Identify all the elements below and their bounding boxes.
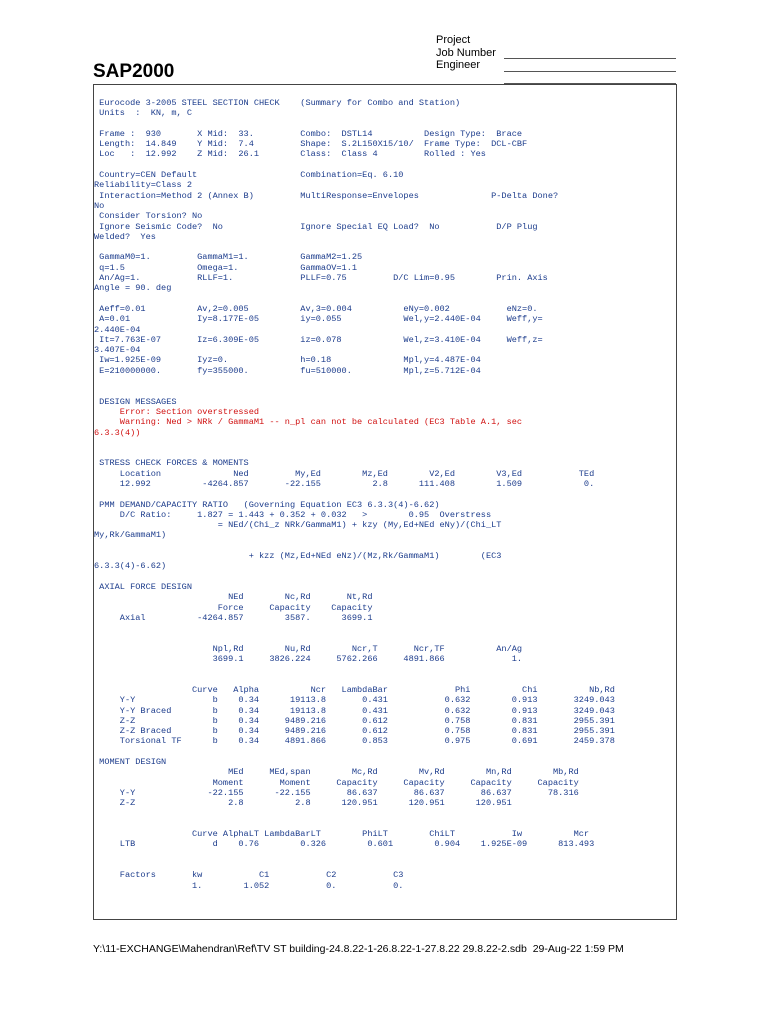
report-line: Location Ned My,Ed Mz,Ed V2,Ed V3,Ed TEd: [94, 468, 595, 479]
report-line: E=210000000. fy=355000. fu=510000. Mpl,z=5.712E-04: [94, 365, 481, 376]
report-line: Loc : 12.992 Z Mid: 26.1 Class: Class 4 Rolled : Yes: [94, 149, 486, 160]
report-line: Torsional TF b 0.34 4891.866 0.853 0.975 0.691 2459.378: [94, 736, 615, 747]
report-line: [94, 160, 678, 170]
report-line: + kzz (Mz,Ed+NEd eNz)/(Mz,Rk/GammaM1) (EC3: [94, 551, 502, 562]
report-line: [94, 572, 678, 582]
report-line: Angle = 90. deg: [94, 283, 172, 294]
report-line: [94, 808, 678, 818]
report-line: [94, 294, 678, 304]
report-line: 3699.1 3826.224 5762.266 4891.866 1.: [94, 654, 523, 665]
report-line: [94, 448, 678, 458]
warning-message: Warning: Ned > NRk / GammaM1 -- n_pl can not be calculated (EC3 Table A.1, sec: [94, 417, 523, 428]
report-line: Welded? Yes: [94, 231, 156, 242]
app-title: SAP2000: [93, 61, 175, 82]
report-line: [94, 819, 678, 829]
report-line: Reliability=Class 2: [94, 180, 192, 191]
report-line: Factors kw C1 C2 C3: [94, 870, 404, 881]
warning-message-cont: 6.3.3(4)): [94, 427, 141, 438]
job-number-label: Job Number: [436, 46, 496, 59]
header-fields: [436, 34, 676, 84]
report-line: [94, 850, 678, 860]
report-line: Frame : 930 X Mid: 33. Combo: DSTL14 Design Type: Brace: [94, 128, 523, 139]
steel-check-report: [94, 98, 678, 891]
engineer-label: Engineer: [436, 59, 481, 71]
report-line: Y-Y -22.155 -22.155 86.637 86.637 86.637 78.316: [94, 787, 579, 798]
report-line: 3.407E-04: [94, 345, 141, 356]
report-line: 1. 1.052 0. 0.: [94, 880, 404, 891]
report-line: [94, 376, 678, 386]
report-line: Units : KN, m, C: [94, 108, 192, 119]
moment-heading: MOMENT DESIGN: [94, 757, 167, 767]
report-line: Ignore Seismic Code? No Ignore Special EQ Load? No D/P Plug: [94, 221, 538, 232]
report-line: Curve AlphaLT LambdaBarLT PhiLT ChiLT Iw Mcr: [94, 829, 590, 840]
report-line: Z-Z Braced b 0.34 9489.216 0.612 0.758 0.831 2955.391: [94, 726, 615, 737]
report-line: [94, 675, 678, 685]
report-line: [94, 747, 678, 757]
axial-heading: AXIAL FORCE DESIGN: [94, 581, 192, 592]
report-line: [94, 242, 678, 252]
design-messages-heading: DESIGN MESSAGES: [94, 396, 177, 407]
report-line: [94, 860, 678, 870]
report-line: Interaction=Method 2 (Annex B) MultiResponse=Envelopes P-Delta Done?: [94, 190, 559, 201]
report-line: Consider Torsion? No: [94, 211, 203, 222]
report-line: Axial -4264.857 3587. 3699.1: [94, 612, 373, 623]
report-line: Moment Moment Capacity Capacity Capacity Capacity: [94, 777, 579, 788]
report-line: Country=CEN Default Combination=Eq. 6.10: [94, 170, 404, 181]
report-line: [94, 119, 678, 129]
report-line: Eurocode 3-2005 STEEL SECTION CHECK (Summary for Combo and Station): [94, 98, 461, 108]
report-line: 6.3.3(4)-6.62): [94, 561, 167, 572]
report-line: Y-Y Braced b 0.34 19113.8 0.431 0.632 0.913 3249.043: [94, 705, 615, 716]
report-line: [94, 541, 678, 551]
report-line: = NEd/(Chi_z NRk/GammaM1) + kzy (My,Ed+NEd eNy)/(Chi_LT: [94, 520, 502, 531]
report-line: q=1.5 Omega=1. GammaOV=1.1: [94, 262, 358, 273]
report-line: Z-Z b 0.34 9489.216 0.612 0.758 0.831 2955.391: [94, 715, 615, 726]
report-line: 2.440E-04: [94, 324, 141, 335]
engineer-underline-row: [436, 72, 676, 85]
report-line: [94, 633, 678, 643]
report-line: LTB d 0.76 0.326 0.601 0.904 1.925E-09 813.493: [94, 839, 595, 850]
pmm-heading: PMM DEMAND/CAPACITY RATIO (Governing Equation EC3 6.3.3(4)-6.62): [94, 499, 440, 510]
report-line: My,Rk/GammaM1): [94, 530, 167, 541]
report-line: [94, 386, 678, 396]
report-line: Aeff=0.01 Av,2=0.005 Av,3=0.004 eNy=0.002 eNz=0.: [94, 303, 538, 314]
report-line: Npl,Rd Nu,Rd Ncr,T Ncr,TF An/Ag: [94, 643, 523, 654]
stress-check-heading: STRESS CHECK FORCES & MOMENTS: [94, 458, 249, 469]
report-line: [94, 438, 678, 448]
report-line: An/Ag=1. RLLF=1. PLLF=0.75 D/C Lim=0.95 Prin. Axis: [94, 273, 548, 284]
report-line: MEd MEd,span Mc,Rd Mv,Rd Mn,Rd Mb,Rd: [94, 767, 579, 778]
report-line: [94, 664, 678, 674]
report-line: [94, 623, 678, 633]
report-line: Iw=1.925E-09 Iyz=0. h=0.18 Mpl,y=4.487E-04: [94, 355, 481, 366]
report-line: [94, 489, 678, 499]
report-line: Z-Z 2.8 2.8 120.951 120.951 120.951: [94, 798, 512, 809]
report-line: D/C Ratio: 1.827 = 1.443 + 0.352 + 0.032 > 0.95 Overstress: [94, 509, 492, 520]
report-line: It=7.763E-07 Iz=6.309E-05 iz=0.078 Wel,z=3.410E-04 Weff,z=: [94, 334, 543, 345]
report-line: NEd Nc,Rd Nt,Rd: [94, 592, 373, 603]
report-line: A=0.01 Iy=8.177E-05 iy=0.055 Wel,y=2.440E-04 Weff,y=: [94, 314, 543, 325]
error-message: Error: Section overstressed: [94, 406, 260, 417]
report-line: Y-Y b 0.34 19113.8 0.431 0.632 0.913 3249.043: [94, 695, 615, 706]
engineer-row: [436, 59, 676, 72]
project-row: [436, 34, 676, 47]
report-line: Length: 14.849 Y Mid: 7.4 Shape: S.2L150X15/10/ Frame Type: DCL-CBF: [94, 139, 528, 150]
project-label: Project: [436, 34, 471, 46]
report-line: No: [94, 200, 105, 211]
report-line: GammaM0=1. GammaM1=1. GammaM2=1.25: [94, 252, 363, 263]
report-line: Curve Alpha Ncr LambdaBar Phi Chi Nb,Rd: [94, 684, 615, 695]
job-number-row: [436, 47, 676, 60]
report-line: Force Capacity Capacity: [94, 602, 373, 613]
file-path-footer: Y:\11-EXCHANGE\Mahendran\Ref\TV ST building-24.8.22-1-26.8.22-1-27.8.22 29.8.22-2.sdb 29-Aug-22 1:59 PM: [93, 943, 624, 955]
report-line: 12.992 -4264.857 -22.155 2.8 111.408 1.509 0.: [94, 478, 595, 489]
